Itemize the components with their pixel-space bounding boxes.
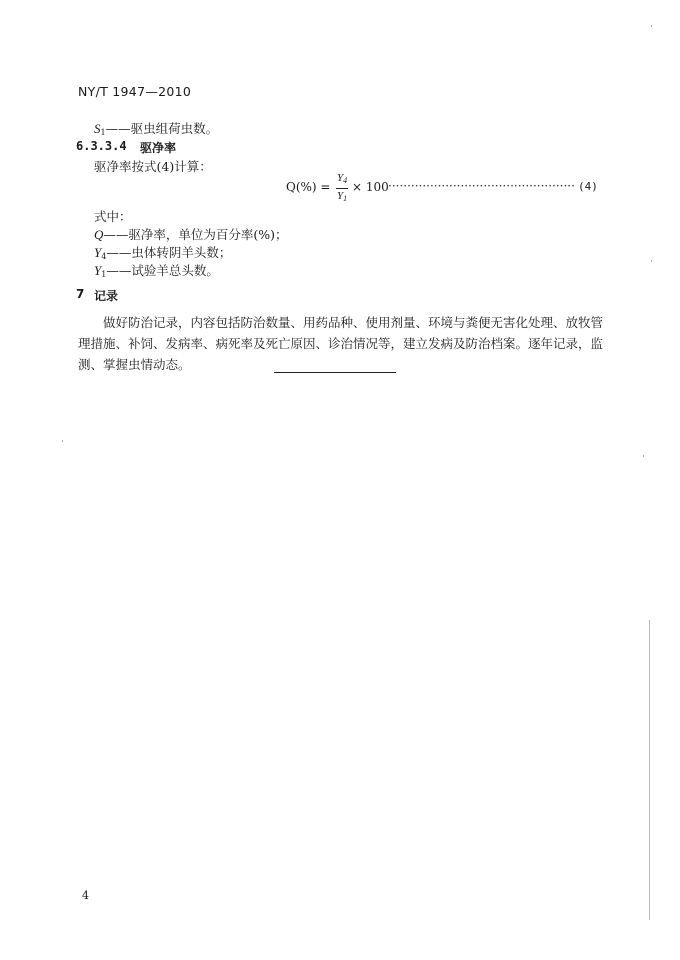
section-7-number: 7 xyxy=(76,287,85,301)
formula-intro: 驱净率按式(4)计算： xyxy=(94,159,212,174)
leader-dots: ················································· xyxy=(388,179,575,193)
scan-speck xyxy=(62,440,63,442)
page-number: 4 xyxy=(82,889,89,902)
denominator: $Y_1$ xyxy=(336,190,348,203)
fraction-bar xyxy=(336,188,348,189)
definition-s1 xyxy=(94,119,218,137)
section-number: 6.3.3.4 xyxy=(76,139,127,153)
standard-number: NY/T 1947—2010 xyxy=(78,84,192,99)
definition-y1: $Y_1——$试验羊总头数。 xyxy=(94,263,219,279)
symbol: S xyxy=(94,121,101,136)
formula-times: × 100 xyxy=(352,180,389,194)
symbol-subscript: 1 xyxy=(100,128,106,137)
section-title: 驱净率 xyxy=(140,141,177,155)
numerator: $Y_4$ xyxy=(336,172,348,185)
section-7-title: 记录 xyxy=(94,289,119,303)
where-label: 式中： xyxy=(94,209,132,224)
definition-q: Q——驱净率，单位为百分率(%)； xyxy=(94,227,288,242)
section-7-body: 做好防治记录，内容包括防治数量、用药品种、使用剂量、环境与粪便无害化处理、放牧管理措施、补饲、发病率、病死率及死亡原因、诊治情况等，建立发病及防治档案。逐年记录，监测、掌握虫情动态。 xyxy=(78,315,604,372)
end-rule xyxy=(274,372,396,373)
scan-speck xyxy=(651,260,652,262)
formula-fraction xyxy=(336,172,348,205)
definition-text: ——驱虫组荷虫数。 xyxy=(105,121,219,136)
definition-y4: $Y_4——$虫体转阴羊头数； xyxy=(94,245,232,261)
scan-speck xyxy=(651,25,652,27)
equation-number: (4) xyxy=(578,180,598,193)
formula-lhs: Q(%) = xyxy=(286,180,331,194)
scan-edge-line xyxy=(649,620,650,920)
scan-speck xyxy=(643,455,644,457)
formula-4 xyxy=(286,172,606,202)
